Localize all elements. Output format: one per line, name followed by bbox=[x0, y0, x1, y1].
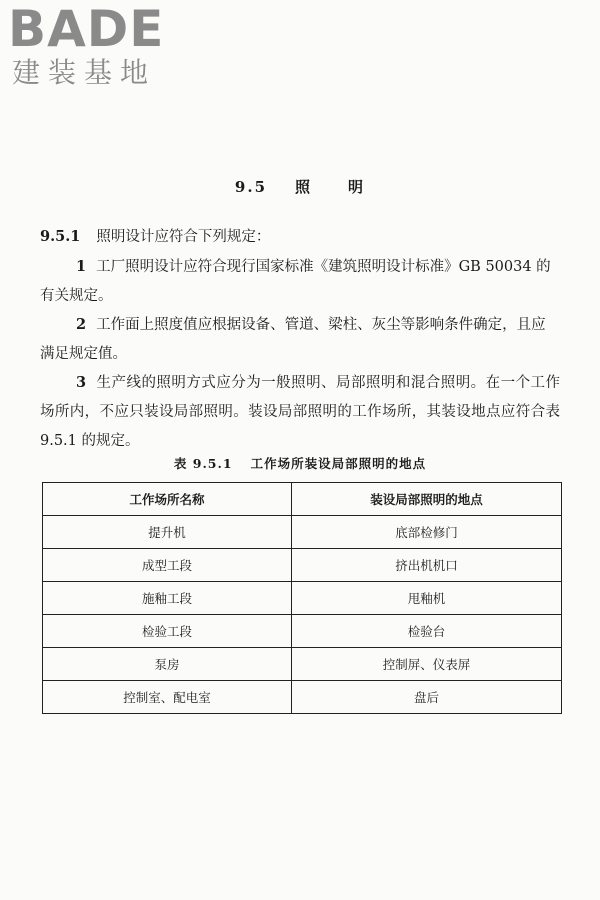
item-text: 工作面上照度值应根据设备、管道、梁柱、灰尘等影响条件确定，且应满足规定值。 bbox=[40, 317, 546, 362]
cell-location: 控制屏、仪表屏 bbox=[292, 648, 562, 681]
logo bbox=[8, 0, 178, 94]
cell-location: 盘后 bbox=[292, 681, 562, 714]
item-number: 1 bbox=[76, 258, 87, 275]
section-word-2: 明 bbox=[348, 178, 366, 196]
logo-latin: BADE bbox=[8, 0, 165, 58]
cell-workplace: 控制室、配电室 bbox=[43, 681, 292, 714]
section-title bbox=[0, 176, 600, 197]
table-row bbox=[43, 648, 562, 681]
cell-workplace: 检验工段 bbox=[43, 615, 292, 648]
list-item bbox=[40, 310, 560, 369]
list-item bbox=[40, 368, 560, 456]
item-text: 生产线的照明方式应分为一般照明、局部照明和混合照明。在一个工作场所内，不应只装设局部照明。装设局部照明的工作场所，其装设地点应符合表 9.5.1 的规定。 bbox=[40, 375, 560, 449]
table-row bbox=[43, 549, 562, 582]
item-number: 2 bbox=[76, 316, 87, 333]
section-word-1: 照 bbox=[295, 178, 313, 196]
cell-workplace: 成型工段 bbox=[43, 549, 292, 582]
cell-location: 挤出机机口 bbox=[292, 549, 562, 582]
lighting-location-table bbox=[42, 482, 562, 714]
table-row bbox=[43, 582, 562, 615]
cell-location: 甩釉机 bbox=[292, 582, 562, 615]
clause-number: 9.5.1 bbox=[40, 228, 81, 245]
section-number: 9.5 bbox=[234, 178, 268, 196]
table-row bbox=[43, 681, 562, 714]
cell-location: 底部检修门 bbox=[292, 516, 562, 549]
table-header-row bbox=[43, 483, 562, 516]
logo-cjk: 建装基地 bbox=[12, 56, 157, 89]
clause-heading bbox=[40, 222, 560, 252]
item-text: 工厂照明设计应符合现行国家标准《建筑照明设计标准》GB 50034 的有关规定。 bbox=[40, 259, 551, 304]
header-workplace: 工作场所名称 bbox=[43, 483, 292, 516]
table-number: 表 9.5.1 bbox=[173, 456, 233, 471]
table-title: 工作场所装设局部照明的地点 bbox=[250, 456, 427, 471]
table-caption bbox=[0, 454, 600, 472]
cell-workplace: 提升机 bbox=[43, 516, 292, 549]
cell-location: 检验台 bbox=[292, 615, 562, 648]
header-location: 装设局部照明的地点 bbox=[292, 483, 562, 516]
cell-workplace: 泵房 bbox=[43, 648, 292, 681]
cell-workplace: 施釉工段 bbox=[43, 582, 292, 615]
table-row bbox=[43, 615, 562, 648]
list-item bbox=[40, 252, 560, 311]
table-row bbox=[43, 516, 562, 549]
item-number: 3 bbox=[76, 374, 87, 391]
clause-text: 照明设计应符合下列规定： bbox=[96, 229, 271, 245]
